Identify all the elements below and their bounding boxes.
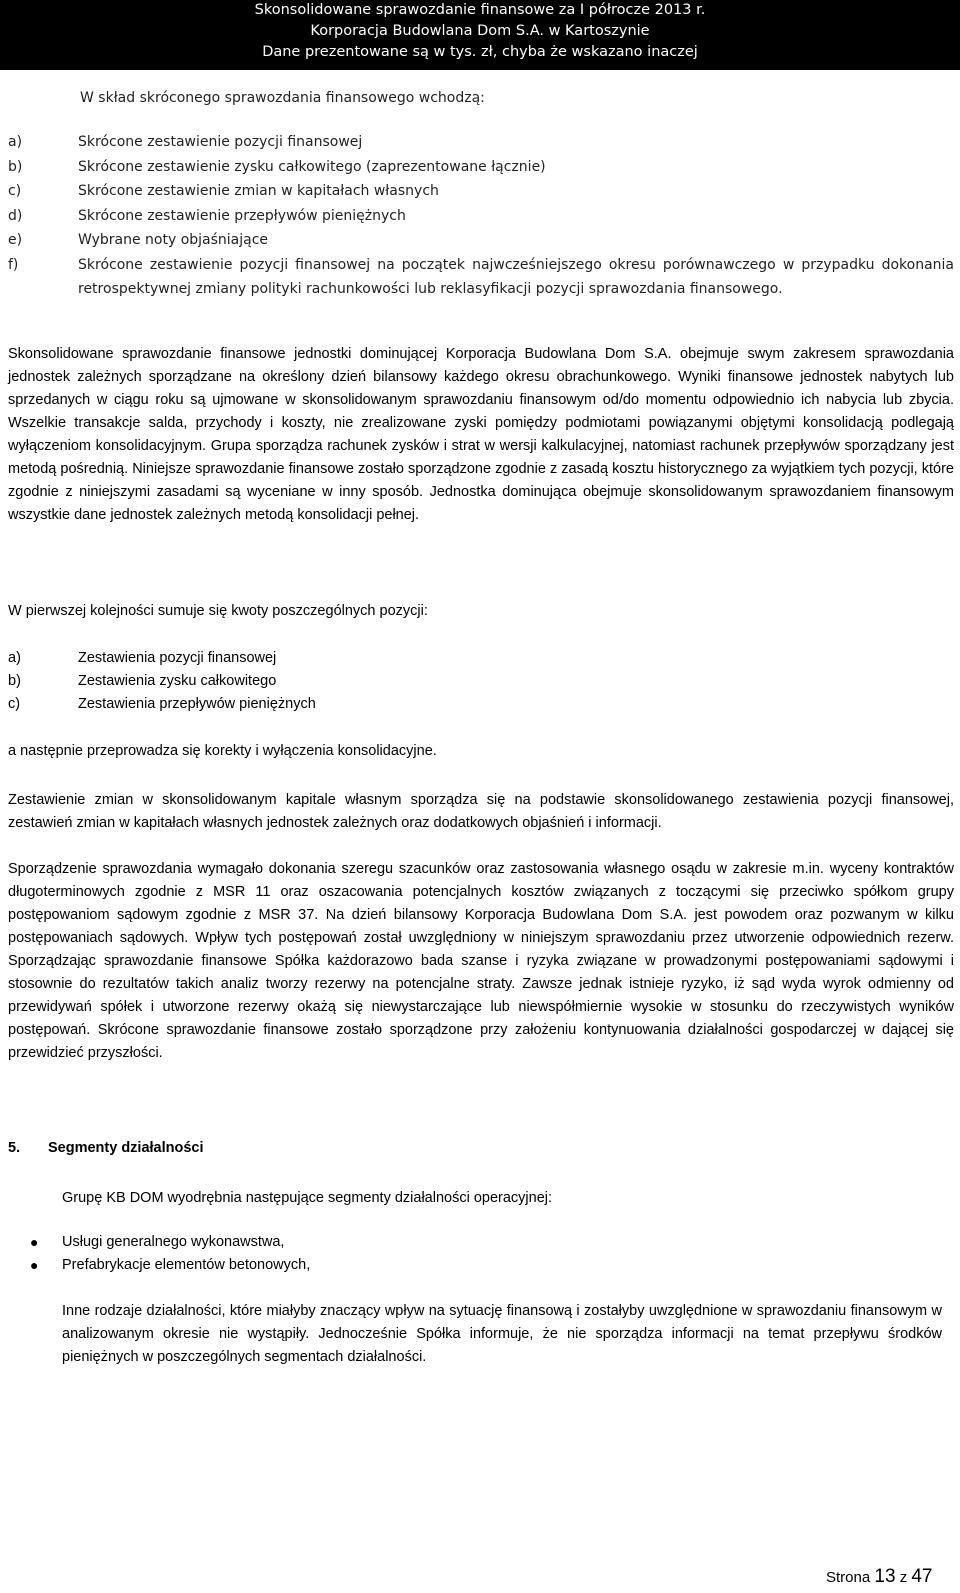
- summation-list: [8, 647, 708, 716]
- list-item-text: Zestawienia zysku całkowitego: [78, 673, 277, 689]
- list-item: [8, 204, 954, 229]
- estimates-paragraph: Sporządzenie sprawozdania wymagało dokonania szeregu szacunków oraz zastosowania własnego osądu w zakresie m.in. wyceny kontraktów długoterminowych zgodnie z MSR 11 oraz oszacowania potencjalnych kosztów związanych z toczącymi się przeciwko spółkom grupy postępowaniom sądowym zgodnie z MSR 37. Na dzień bilansowy Korporacja Budowlana Dom S.A. jest powodem oraz pozwanym w kilku postępowaniach sądowych. Wpływ tych postępowań został uwzględniony w niniejszym sprawozdaniu przez utworzenie odpowiednich rezerw. Sporządzając sprawozdanie finansowe Spółka każdorazowo bada szanse i ryzyka związane w prowadzonymi postępowaniami sądowymi i stosownie do rezultatów takich analiz tworzy rezerwy na potencjalne straty. Zawsze jednak istnieje ryzyko, iż sąd wyda wyrok odmienny od przewidywań spółek i utworzone rezerwy okażą się niewystarczające lub niewspółmiernie wysokie w stosunku do rzeczywistych wyników postępowań. Skrócone sprawozdanie finansowe zostało sporządzone przy założeniu kontynuowania działalności gospodarczej w dającej się przewidzieć przyszłości.: [8, 861, 954, 1061]
- list-item-label: e): [8, 232, 23, 248]
- list-item-label: b): [8, 673, 21, 689]
- list-item: [8, 228, 954, 253]
- segments-bullet-list: [30, 1231, 310, 1277]
- summation-intro-paragraph: W pierwszej kolejności sumuje się kwoty poszczególnych pozycji:: [8, 603, 428, 619]
- page-separator: z: [899, 1569, 908, 1586]
- current-page: 13: [874, 1566, 896, 1587]
- list-item: [8, 253, 954, 302]
- list-item-text: Prefabrykacje elementów betonowych,: [62, 1257, 311, 1273]
- list-item: [8, 155, 954, 180]
- equity-changes-paragraph: Zestawienie zmian w skonsolidowanym kapitale własnym sporządza się na podstawie skonsolidowanego zestawienia pozycji finansowej, zestawień zmian w kapitałach własnych jednostek zależnych oraz dodatkowych objaśnień i informacji.: [8, 792, 954, 831]
- consolidation-scope-paragraph: Skonsolidowane sprawozdanie finansowe jednostki dominującej Korporacja Budowlana Dom S.A. obejmuje swym zakresem sprawozdania jednostek zależnych sporządzane na określony dzień bilansowy każdego okresu obrachunkowego. Wyniki finansowe jednostek nabytych lub sprzedanych w ciągu roku są ujmowane w skonsolidowanym sprawozdaniu finansowym od/do momentu odpowiednio ich nabycia lub zbycia. Wszelkie transakcje salda, przychody i koszty, nie zrealizowane zyski pomiędzy podmiotami powiązanymi objętymi konsolidacją podlegają wyłączeniom konsolidacyjnym. Grupa sporządza rachunek zysków i strat w wersji kalkulacyjnej, natomiast rachunek przepływów sporządzany jest metodą pośrednią. Niniejsze sprawozdanie finansowe zostało sporządzone zgodnie z zasadą kosztu historycznego za wyjątkiem tych pozycji, które zgodnie z niniejszymi zasadami są wyceniane w inny sposób. Jednostka dominująca obejmuje skonsolidowanym sprawozdaniem finansowym wszystkie dane jednostek zależnych metodą konsolidacji pełnej.: [8, 346, 954, 523]
- section-title: Segmenty działalności: [48, 1140, 204, 1156]
- statement-components-list: [8, 130, 954, 302]
- list-item-label: b): [8, 158, 23, 175]
- list-item-label: f): [8, 256, 19, 273]
- page-header: [0, 0, 960, 70]
- list-item-label: a): [8, 134, 23, 150]
- list-item: [30, 1254, 310, 1277]
- list-item-text: Skrócone zestawienie pozycji finansowej na początek najwcześniejszego okresu porównawczego w przypadku dokonania retrospektywnej zmiany polityki rachunkowości lub reklasyfikacji pozycji sprawozdania finansowego.: [78, 256, 954, 297]
- bullet-icon: ●: [30, 1234, 39, 1250]
- list-item: [8, 179, 954, 204]
- section-heading: [8, 1140, 204, 1156]
- bullet-icon: ●: [30, 1257, 39, 1273]
- list-item-label: d): [8, 207, 23, 224]
- list-item-text: Skrócone zestawienie pozycji finansowej: [78, 134, 363, 150]
- page-label: Strona: [826, 1569, 871, 1586]
- list-item-text: Zestawienia przepływów pieniężnych: [78, 696, 316, 712]
- list-item-text: Zestawienia pozycji finansowej: [78, 650, 277, 666]
- list-item-text: Skrócone zestawienie przepływów pieniężnych: [78, 207, 406, 224]
- header-currency-note: Dane prezentowane są w tys. zł, chyba że wskazano inaczej: [262, 44, 698, 60]
- page-number: [826, 1566, 933, 1588]
- list-item-text: Skrócone zestawienie zysku całkowitego (zaprezentowane łącznie): [78, 158, 546, 175]
- list-item: [8, 670, 708, 693]
- list-item-label: c): [8, 183, 22, 199]
- adjustments-paragraph: a następnie przeprowadza się korekty i wyłączenia konsolidacyjne.: [8, 743, 437, 759]
- list-item: [8, 693, 708, 716]
- header-title: Skonsolidowane sprawozdanie finansowe za I półrocze 2013 r.: [254, 2, 706, 18]
- segments-intro-paragraph: Grupę KB DOM wyodrębnia następujące segmenty działalności operacyjnej:: [62, 1190, 553, 1206]
- section-number: 5.: [8, 1140, 21, 1156]
- list-item-label: a): [8, 650, 21, 666]
- list-item-text: Usługi generalnego wykonawstwa,: [62, 1234, 285, 1250]
- total-pages: 47: [911, 1566, 933, 1587]
- other-activities-paragraph: Inne rodzaje działalności, które miałyby znaczący wpływ na sytuację finansową i zostałyby uwzględnione w sprawozdaniu finansowym w analizowanym okresie nie wystąpiły. Jednocześnie Spółka informuje, że nie sporządza informacji na temat przepływu środków pieniężnych w poszczególnych segmentach działalności.: [62, 1303, 942, 1365]
- list-item-text: Wybrane noty objaśniające: [78, 232, 269, 248]
- header-company: Korporacja Budowlana Dom S.A. w Kartoszynie: [310, 23, 650, 39]
- list-item: [8, 130, 954, 155]
- list-item-text: Skrócone zestawienie zmian w kapitałach własnych: [78, 183, 439, 199]
- list-item: [30, 1231, 310, 1254]
- list-item: [8, 647, 708, 670]
- list-item-label: c): [8, 696, 21, 712]
- intro-lead: W skład skróconego sprawozdania finansowego wchodzą:: [80, 90, 485, 106]
